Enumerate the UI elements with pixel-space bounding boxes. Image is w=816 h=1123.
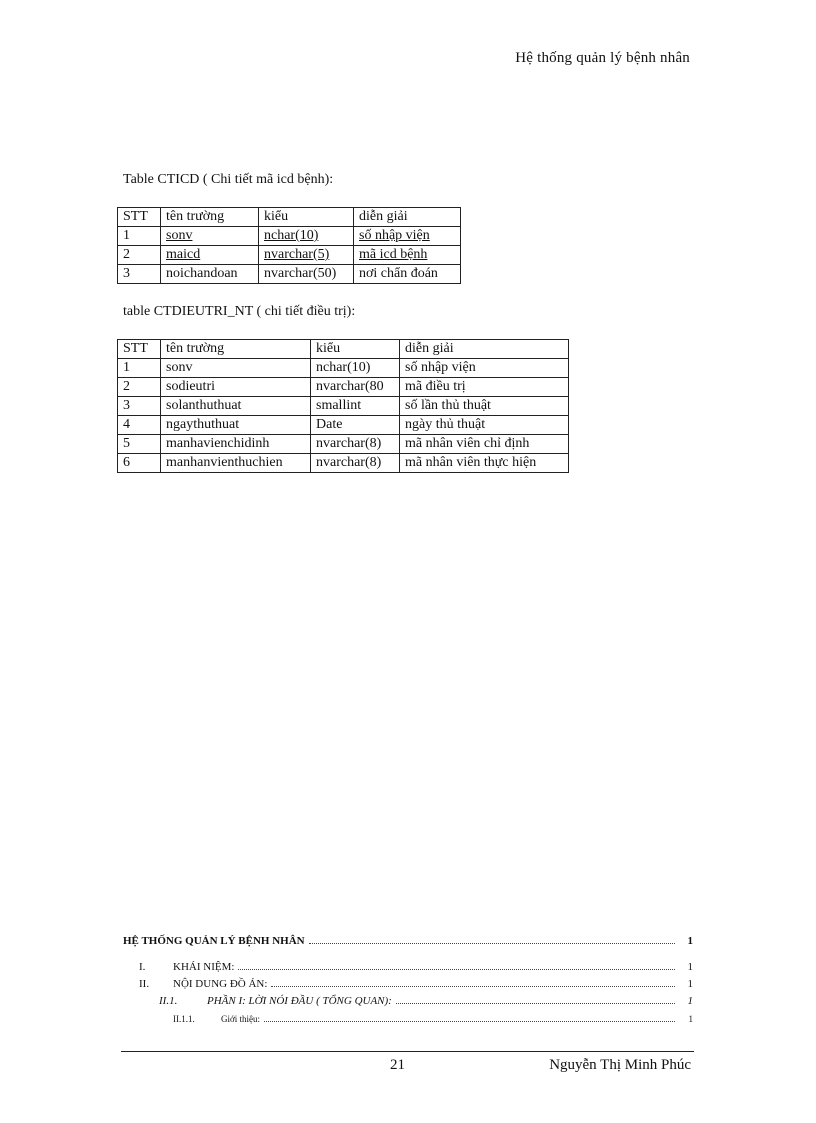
toc-page-number: 1 xyxy=(687,961,693,973)
cell-stt: 2 xyxy=(118,378,161,397)
col-header-type: kiểu xyxy=(311,340,400,359)
table-row xyxy=(118,265,461,284)
toc-entry[interactable] xyxy=(123,978,693,990)
cell-desc: mã icd bệnh xyxy=(354,246,461,265)
col-header-stt: STT xyxy=(118,208,161,227)
cell-field: manhanvienthuchien xyxy=(161,454,311,473)
toc-leader xyxy=(271,978,675,987)
table-row xyxy=(118,435,569,454)
footer-divider xyxy=(121,1051,694,1052)
toc-entry-text: KHÁI NIỆM: xyxy=(173,961,235,973)
toc-entry[interactable] xyxy=(123,995,693,1007)
toc-entry-number: II.1. xyxy=(159,995,178,1007)
cell-desc: mã điều trị xyxy=(400,378,569,397)
table-header-row xyxy=(118,340,569,359)
cell-type: nchar(10) xyxy=(311,359,400,378)
cell-desc: số lần thủ thuật xyxy=(400,397,569,416)
toc-entry-text: Giới thiệu: xyxy=(221,1014,261,1024)
col-header-desc: diễn giải xyxy=(354,208,461,227)
toc-leader xyxy=(238,961,675,970)
cell-field: sonv xyxy=(161,227,259,246)
table-row xyxy=(118,359,569,378)
toc-entry[interactable] xyxy=(123,1014,693,1024)
table-cticd xyxy=(117,207,461,284)
toc-title-text: HỆ THỐNG QUẢN LÝ BỆNH NHÂN xyxy=(123,935,305,947)
toc-leader xyxy=(396,995,675,1004)
table1-caption: Table CTICD ( Chi tiết mã icd bệnh): xyxy=(123,172,334,187)
toc-title-entry[interactable] xyxy=(123,935,693,947)
toc-leader xyxy=(264,1015,675,1022)
cell-field: manhavienchidinh xyxy=(161,435,311,454)
cell-field: solanthuthuat xyxy=(161,397,311,416)
table-row xyxy=(118,397,569,416)
table2-caption: table CTDIEUTRI_NT ( chi tiết điều trị): xyxy=(123,304,356,319)
cell-stt: 1 xyxy=(118,227,161,246)
cell-stt: 6 xyxy=(118,454,161,473)
cell-desc: số nhập viện xyxy=(354,227,461,246)
cell-type: Date xyxy=(311,416,400,435)
page-header-title: Hệ thống quản lý bệnh nhân xyxy=(515,50,690,66)
table-header-row xyxy=(118,208,461,227)
cell-desc: ngày thủ thuật xyxy=(400,416,569,435)
cell-field: sonv xyxy=(161,359,311,378)
table-row xyxy=(118,378,569,397)
col-header-type: kiểu xyxy=(259,208,354,227)
cell-desc: nơi chẩn đoán xyxy=(354,265,461,284)
cell-field: sodieutri xyxy=(161,378,311,397)
toc-entry-text: NỘI DUNG ĐỒ ÁN: xyxy=(173,978,268,990)
cell-stt: 2 xyxy=(118,246,161,265)
cell-stt: 4 xyxy=(118,416,161,435)
cell-type: nchar(10) xyxy=(259,227,354,246)
cell-type: nvarchar(80 xyxy=(311,378,400,397)
toc-entry-text: PHẦN I: LỜI NÓI ĐẦU ( TỔNG QUAN): xyxy=(207,995,392,1007)
cell-field: noichandoan xyxy=(161,265,259,284)
cell-type: nvarchar(5) xyxy=(259,246,354,265)
toc-leader xyxy=(309,935,675,944)
col-header-desc: diễn giải xyxy=(400,340,569,359)
cell-desc: số nhập viện xyxy=(400,359,569,378)
cell-type: nvarchar(8) xyxy=(311,435,400,454)
col-header-stt: STT xyxy=(118,340,161,359)
cell-stt: 5 xyxy=(118,435,161,454)
table-ctdieutri-nt xyxy=(117,339,569,473)
table-row xyxy=(118,246,461,265)
col-header-field: tên trường xyxy=(161,340,311,359)
table-row xyxy=(118,454,569,473)
cell-stt: 3 xyxy=(118,397,161,416)
toc-page-number: 1 xyxy=(687,978,693,990)
cell-stt: 1 xyxy=(118,359,161,378)
cell-desc: mã nhân viên thực hiện xyxy=(400,454,569,473)
cell-type: nvarchar(8) xyxy=(311,454,400,473)
footer-page-number: 21 xyxy=(390,1057,405,1073)
cell-stt: 3 xyxy=(118,265,161,284)
toc-page-number: 1 xyxy=(687,935,693,947)
footer-author: Nguyễn Thị Minh Phúc xyxy=(549,1057,691,1073)
toc-entry-number: I. xyxy=(139,961,146,973)
cell-type: smallint xyxy=(311,397,400,416)
cell-type: nvarchar(50) xyxy=(259,265,354,284)
table-row xyxy=(118,416,569,435)
toc-page-number: 1 xyxy=(688,1014,693,1024)
cell-field: maicd xyxy=(161,246,259,265)
table-row xyxy=(118,227,461,246)
toc-entry-number: II.1.1. xyxy=(173,1014,195,1024)
toc-entry[interactable] xyxy=(123,961,693,973)
cell-desc: mã nhân viên chỉ định xyxy=(400,435,569,454)
toc-page-number: 1 xyxy=(687,995,693,1007)
toc-entry-number: II. xyxy=(139,978,150,990)
cell-field: ngaythuthuat xyxy=(161,416,311,435)
col-header-field: tên trường xyxy=(161,208,259,227)
